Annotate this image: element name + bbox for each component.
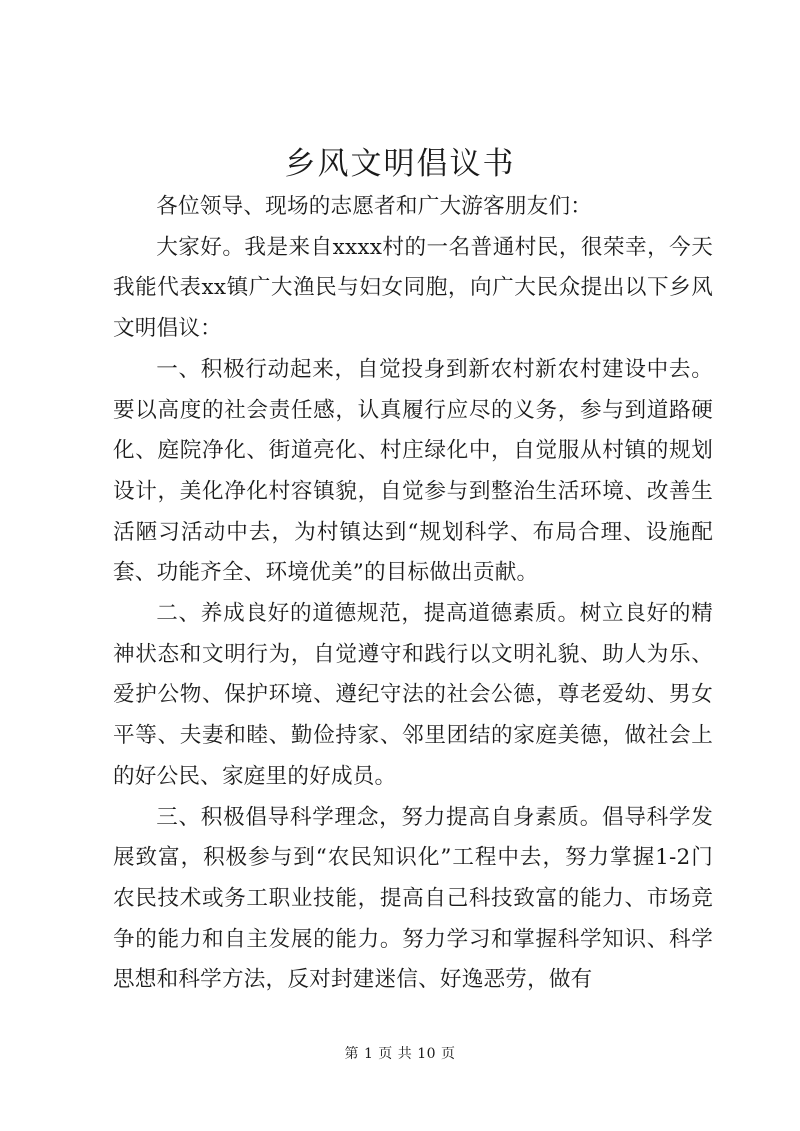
paragraph-three: 三、积极倡导科学理念，努力提高自身素质。倡导科学发展致富，积极参与到“农民知识化”工程中去，努力掌握1-2门农民技术或务工职业技能，提高自己科技致富的能力、市场竞争的能力和自主发展的能力。努力学习和掌握科学知识、科学思想和科学方法，反对封建迷信、好逸恶劳，做有: [113, 804, 713, 993]
document-body: [113, 187, 713, 1001]
page-footer: 第 1 页 共 10 页: [344, 1046, 456, 1062]
salutation: 各位领导、现场的志愿者和广大游客朋友们：: [156, 194, 593, 219]
paragraph-greeting: 大家好。我是来自xxxx村的一名普通村民，很荣幸，今天我能代表xx镇广大渔民与妇女同胞，向广大民众提出以下乡风文明倡议：: [113, 234, 713, 342]
paragraph-two: 二、养成良好的道德规范，提高道德素质。树立良好的精神状态和文明行为，自觉遵守和践行以文明礼貌、助人为乐、爱护公物、保护环境、遵纪守法的社会公德，尊老爱幼、男女平等、夫妻和睦、勤俭持家、邻里团结的家庭美德，做社会上的好公民、家庭里的好成员。: [113, 601, 713, 789]
document-title: 乡风文明倡议书: [284, 146, 516, 182]
paragraph-one: 一、积极行动起来，自觉投身到新农村新农村建设中去。要以高度的社会责任感，认真履行应尽的义务，参与到道路硬化、庭院净化、街道亮化、村庄绿化中，自觉服从村镇的规划设计，美化净化村容镇貌，自觉参与到整治生活环境、改善生活陋习活动中去，为村镇达到“规划科学、布局合理、设施配套、功能齐全、环境优美”的目标做出贡献。: [113, 356, 713, 586]
